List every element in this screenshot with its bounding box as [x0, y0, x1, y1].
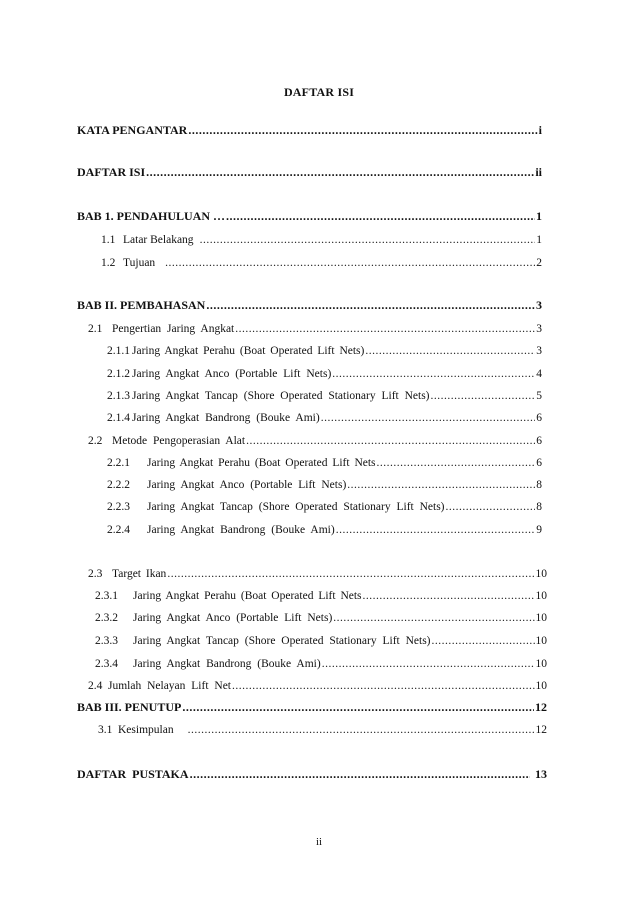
toc-entry-label: Kesimpulan [118, 724, 174, 736]
toc-entry-page: 10 [535, 635, 547, 647]
toc-entry-label: DAFTAR PUSTAKA [77, 767, 189, 781]
dot-leader [246, 433, 535, 449]
dot-leader [431, 388, 536, 404]
toc-entry-label: Jumlah Nelayan Lift Net [108, 680, 232, 692]
toc-entry-number: 2.1.4 [107, 412, 130, 424]
toc-entry-label: Jaring Angkat Tancap (Shore Operated Stationary Lift Nets) [147, 501, 445, 513]
toc-entry-label: Jaring Angkat Bandrong (Bouke Ami) [132, 412, 320, 424]
dot-leader [188, 122, 537, 138]
toc-entry-page: 10 [535, 658, 547, 670]
toc-entry-page: 10 [535, 612, 547, 624]
toc-entry-page: 1 [536, 234, 542, 246]
toc-entry-number: 2.2.4 [107, 524, 130, 536]
toc-entry-page: 9 [536, 524, 542, 536]
toc-entry-page: 12 [535, 700, 547, 714]
toc-entry-page: ii [535, 165, 542, 179]
toc-entry-label: Latar Belakang [123, 234, 194, 246]
toc-entry-label: Jaring Angkat Perahu (Boat Operated Lift Nets) [132, 345, 365, 357]
toc-entry-2-1[interactable] [88, 321, 542, 337]
toc-entry-2-3-1[interactable] [95, 588, 547, 604]
toc-entry-number: 3.1 [98, 724, 113, 736]
dot-leader [206, 297, 535, 313]
toc-entry-number: 2.2.2 [107, 479, 130, 491]
toc-entry-page: 10 [535, 590, 547, 602]
dot-leader [182, 699, 534, 715]
toc-entry-kata-pengantar[interactable] [77, 122, 542, 138]
page-number: ii [315, 836, 323, 848]
page-title: DAFTAR ISI [283, 85, 355, 99]
toc-entry-label: BAB III. PENUTUP [77, 700, 182, 714]
toc-entry-label: BAB 1. PENDAHULUAN … [77, 209, 226, 223]
toc-entry-number: 2.2.1 [107, 457, 130, 469]
toc-entry-page: 5 [536, 390, 542, 402]
toc-entry-page: 10 [535, 680, 547, 692]
toc-entry-number: 2.2.3 [107, 501, 130, 513]
toc-entry-label: Jaring Angkat Bandrong (Bouke Ami) [147, 524, 335, 536]
toc-entry-label: Jaring Angkat Anco (Portable Lift Nets) [133, 612, 333, 624]
toc-entry-2-2-3[interactable] [107, 499, 542, 515]
toc-entry-label: KATA PENGANTAR [77, 123, 188, 137]
toc-entry-number: 2.3.2 [95, 612, 118, 624]
toc-entry-bab-3[interactable] [77, 699, 547, 715]
dot-leader [232, 678, 534, 694]
dot-leader [363, 588, 535, 604]
toc-entry-page: 3 [536, 323, 542, 335]
toc-entry-number: 2.3.3 [95, 635, 118, 647]
dot-leader [200, 232, 536, 248]
dot-leader [432, 633, 535, 649]
toc-entry-2-4[interactable] [88, 678, 547, 694]
toc-entry-number: 2.1 [88, 323, 103, 335]
toc-entry-2-2-2[interactable] [107, 477, 542, 493]
toc-entry-label: BAB II. PEMBAHASAN [77, 298, 206, 312]
toc-entry-number: 2.1.2 [107, 368, 130, 380]
toc-entry-label: Target Ikan [112, 568, 167, 580]
toc-entry-page: 2 [536, 257, 542, 269]
toc-entry-number: 2.3.4 [95, 658, 118, 670]
toc-entry-page: 6 [536, 435, 542, 447]
toc-entry-2-2-4[interactable] [107, 522, 542, 538]
toc-entry-page: 12 [535, 724, 547, 736]
dot-leader [322, 656, 535, 672]
dot-leader [165, 255, 535, 271]
toc-entry-label: Jaring Angkat Tancap (Shore Operated Stationary Lift Nets) [133, 635, 431, 647]
dot-leader [167, 566, 534, 582]
toc-entry-2-1-4[interactable] [107, 410, 542, 426]
toc-entry-number: 2.3 [88, 568, 103, 580]
toc-entry-number: 1.1 [101, 234, 116, 246]
toc-entry-number: 2.1.1 [107, 345, 130, 357]
toc-entry-label: Jaring Angkat Bandrong (Bouke Ami) [133, 658, 321, 670]
dot-leader [333, 610, 534, 626]
toc-entry-page: 3 [536, 345, 542, 357]
dot-leader [336, 522, 536, 538]
toc-entry-label: Jaring Angkat Perahu (Boat Operated Lift Nets [133, 590, 362, 602]
dot-leader [446, 499, 536, 515]
toc-entry-page: 6 [536, 457, 542, 469]
toc-entry-label: Jaring Angkat Tancap (Shore Operated Stationary Lift Nets) [132, 390, 430, 402]
dot-leader [377, 455, 536, 471]
toc-entry-number: 2.4 [88, 680, 103, 692]
dot-leader [365, 343, 535, 359]
toc-entry-2-3-2[interactable] [95, 610, 547, 626]
dot-leader [146, 164, 534, 180]
toc-entry-page: 8 [536, 501, 542, 513]
toc-entry-2-1-1[interactable] [107, 343, 542, 359]
toc-entry-label: Tujuan [123, 257, 156, 269]
toc-entry-label: Metode Pengoperasian Alat [112, 435, 246, 447]
toc-entry-page: 3 [536, 298, 542, 312]
toc-entry-label: Pengertian Jaring Angkat [112, 323, 235, 335]
dot-leader [347, 477, 535, 493]
toc-entry-page: 1 [536, 209, 542, 223]
dot-leader [332, 366, 535, 382]
dot-leader [190, 766, 530, 782]
toc-entry-page: 8 [536, 479, 542, 491]
dot-leader [188, 722, 535, 738]
toc-entry-label: Jaring Angkat Anco (Portable Lift Nets) [147, 479, 347, 491]
toc-entry-3-1[interactable] [98, 722, 547, 738]
dot-leader [226, 208, 535, 224]
toc-entry-bab-1[interactable] [77, 208, 542, 224]
toc-entry-label: Jaring Angkat Anco (Portable Lift Nets) [132, 368, 332, 380]
toc-entry-daftar-isi[interactable] [77, 164, 542, 180]
toc-entry-2-2[interactable] [88, 433, 542, 449]
toc-entry-2-3-3[interactable] [95, 633, 547, 649]
toc-entry-label: Jaring Angkat Perahu (Boat Operated Lift Nets [147, 457, 376, 469]
toc-entry-1-2[interactable] [101, 255, 542, 271]
toc-entry-page: 6 [536, 412, 542, 424]
toc-entry-page: 4 [536, 368, 542, 380]
toc-entry-page: 10 [535, 568, 547, 580]
toc-entry-daftar-pustaka[interactable] [77, 766, 547, 782]
toc-entry-number: 1.2 [101, 257, 116, 269]
dot-leader [235, 321, 535, 337]
toc-entry-number: 2.3.1 [95, 590, 118, 602]
toc-entry-number: 2.2 [88, 435, 103, 447]
toc-entry-2-2-1[interactable] [107, 455, 542, 471]
toc-entry-2-1-2[interactable] [107, 366, 542, 382]
toc-entry-2-3-4[interactable] [95, 656, 547, 672]
dot-leader [321, 410, 536, 426]
toc-entry-2-1-3[interactable] [107, 388, 542, 404]
toc-entry-page: i [538, 123, 542, 137]
toc-entry-bab-2[interactable] [77, 297, 542, 313]
toc-entry-page: 13 [535, 767, 547, 781]
toc-entry-label: DAFTAR ISI [77, 165, 146, 179]
toc-entry-number: 2.1.3 [107, 390, 130, 402]
toc-entry-1-1[interactable] [101, 232, 542, 248]
toc-entry-2-3[interactable] [88, 566, 547, 582]
